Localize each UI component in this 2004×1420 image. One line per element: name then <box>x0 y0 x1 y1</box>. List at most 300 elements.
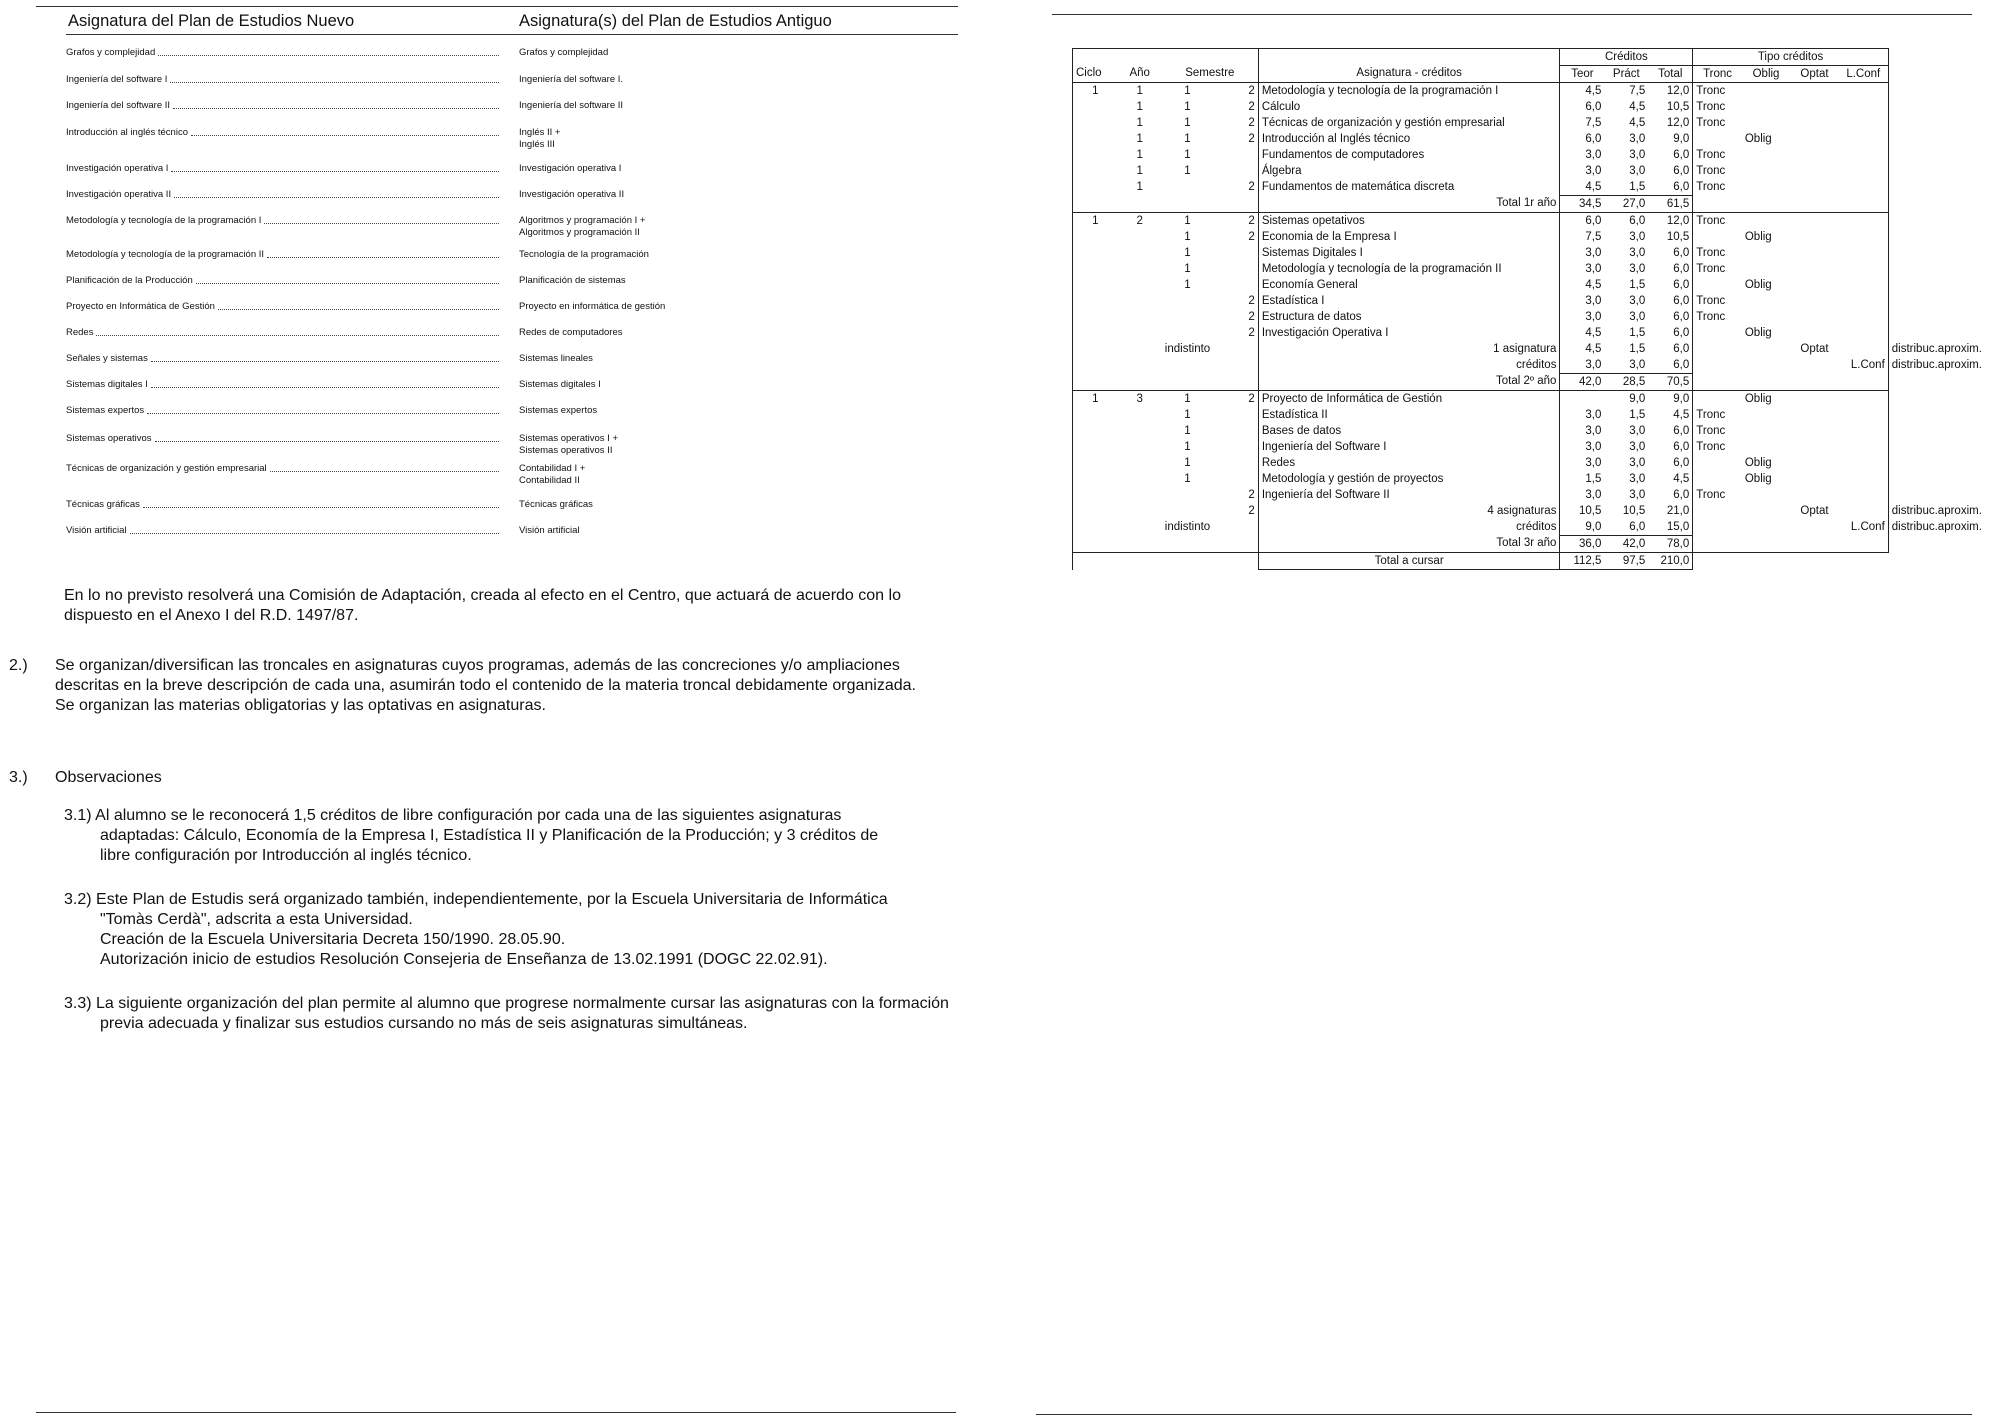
cell-extra <box>1888 471 2003 487</box>
paragraph-3-1 <box>64 806 890 866</box>
cell-empty <box>1742 553 1790 570</box>
cell-oblig <box>1742 487 1790 503</box>
cell-semestre-1: 1 <box>1184 164 1191 177</box>
cell-tronc: Tronc <box>1696 246 1726 259</box>
head-empty <box>1213 49 1258 66</box>
cell-asignatura: Estadística I <box>1258 293 1560 309</box>
new-subject <box>66 249 501 261</box>
cell-teor <box>1560 391 1604 408</box>
cell-lconf <box>1839 407 1889 423</box>
cell-lconf <box>1839 245 1889 261</box>
cell-tronc: Tronc <box>1696 488 1726 501</box>
cell-semestre-1 <box>1162 503 1213 519</box>
new-subject <box>66 275 501 287</box>
cell-semestre-2 <box>1213 277 1258 293</box>
cell-optat <box>1790 179 1839 196</box>
cell-oblig <box>1742 115 1790 131</box>
paragraph-2 <box>9 656 935 716</box>
plan-table <box>1072 48 2004 570</box>
cell-asignatura: créditos <box>1258 357 1560 374</box>
cell-semestre-2 <box>1213 357 1258 374</box>
new-subject <box>66 433 501 445</box>
cell-oblig <box>1742 147 1790 163</box>
leader-dots <box>174 189 499 198</box>
plan-row <box>1073 391 2004 408</box>
plan-row <box>1073 115 2004 131</box>
subtotal-label: Total 3r año <box>1258 536 1560 553</box>
cell-tronc: Tronc <box>1696 294 1726 307</box>
cell-total: 6,0 <box>1648 487 1693 503</box>
paragraph-3-2 <box>64 890 910 970</box>
subtotal-label: Total 1r año <box>1258 196 1560 213</box>
cell-teor: 3,0 <box>1585 424 1602 437</box>
cell-tronc <box>1693 503 1742 519</box>
leader-dots <box>151 353 499 362</box>
cell-ciclo <box>1073 487 1118 503</box>
cell-pract: 3,0 <box>1629 148 1646 161</box>
cell-empty <box>1888 553 2003 570</box>
cell-optat <box>1790 519 1839 536</box>
cell-total: 6,0 <box>1648 293 1693 309</box>
cell-total: 6,0 <box>1648 261 1693 277</box>
leader-dots <box>155 433 499 442</box>
cell-asignatura: Economía General <box>1258 277 1560 293</box>
old-subject-name: Ingeniería del software I. <box>519 74 624 85</box>
cell-pract: 3,0 <box>1629 246 1646 259</box>
cell-pract: 3,0 <box>1629 262 1646 275</box>
cell-empty <box>1162 536 1213 553</box>
cell-semestre-2: 2 <box>1248 310 1255 323</box>
leader-dots <box>151 379 499 388</box>
plan-row <box>1073 229 2004 245</box>
subtotal-label: Total 2º año <box>1258 374 1560 391</box>
head-ano: Año <box>1118 66 1162 83</box>
subtotal-teor: 42,0 <box>1560 374 1604 391</box>
head-empty <box>1073 49 1118 66</box>
cell-optat: Optat <box>1800 342 1829 355</box>
cell-ano <box>1118 309 1162 325</box>
cell-asignatura: Ingeniería del Software I <box>1258 439 1560 455</box>
cell-total: 6,0 <box>1648 357 1693 374</box>
cell-tronc <box>1693 455 1742 471</box>
cell-lconf <box>1839 261 1889 277</box>
cell-semestre-1: 1 <box>1162 391 1213 408</box>
cell-total: 6,0 <box>1648 455 1693 471</box>
cell-lconf <box>1839 391 1889 408</box>
cell-ciclo <box>1073 179 1118 196</box>
cell-ano <box>1118 341 1162 357</box>
cell-optat <box>1790 229 1839 245</box>
cell-empty <box>1162 553 1213 570</box>
cell-empty <box>1693 196 1742 213</box>
cell-semestre-2 <box>1213 245 1258 261</box>
cell-ano <box>1118 503 1162 519</box>
subtotal-total: 61,5 <box>1648 196 1693 213</box>
cell-semestre-1 <box>1162 309 1213 325</box>
cell-teor: 6,0 <box>1585 100 1602 113</box>
header-rule <box>66 34 958 35</box>
cell-semestre-1: 1 <box>1184 262 1191 275</box>
cell-empty <box>1888 536 2003 553</box>
cell-ano <box>1118 471 1162 487</box>
cell-extra <box>1888 147 2003 163</box>
cell-asignatura: Redes <box>1258 455 1560 471</box>
old-subject-name: Visión artificial <box>519 525 580 536</box>
cell-tronc <box>1693 471 1742 487</box>
cell-lconf <box>1839 423 1889 439</box>
new-subject-name: Grafos y complejidad <box>66 47 156 58</box>
cell-extra: distribuc.aproxim. <box>1891 358 1982 371</box>
cell-empty <box>1742 374 1790 391</box>
plan-row <box>1073 341 2004 357</box>
cell-optat <box>1790 439 1839 455</box>
cell-empty <box>1790 553 1839 570</box>
cell-tronc: Tronc <box>1696 164 1726 177</box>
cell-semestre-2: 2 <box>1248 504 1255 517</box>
cell-optat <box>1790 115 1839 131</box>
paragraph-2-text: Se organizan/diversifican las troncales en asignaturas cuyos programas, además de las concreciones y/o ampliaciones descritas en la breve descripción de cada una, asumirán todo el contenido de la materia troncal debidamente organizada. <box>55 657 916 694</box>
old-subjects <box>519 249 649 261</box>
head-empty <box>1162 49 1213 66</box>
paragraph-3-1-number: 3.1) <box>64 807 92 824</box>
cell-extra <box>1888 131 2003 147</box>
plan-header-row-1 <box>1073 49 2004 66</box>
new-subject <box>66 127 501 139</box>
cell-optat <box>1790 163 1839 179</box>
leader-dots <box>191 127 499 136</box>
right-top-rule <box>1052 14 1972 15</box>
cell-ciclo <box>1073 115 1118 131</box>
cell-optat <box>1790 99 1839 115</box>
cell-extra <box>1888 115 2003 131</box>
cell-semestre-2 <box>1213 163 1258 179</box>
cell-semestre-1 <box>1162 487 1213 503</box>
cell-total: 6,0 <box>1648 439 1693 455</box>
cell-empty <box>1790 196 1839 213</box>
cell-semestre-1: 1 <box>1184 148 1191 161</box>
cell-ano: 1 <box>1136 100 1143 113</box>
head-tipo-creditos: Tipo créditos <box>1693 49 1889 66</box>
new-subject <box>66 525 501 537</box>
subtotal-total: 78,0 <box>1648 536 1693 553</box>
cell-empty <box>1162 196 1213 213</box>
cell-total: 12,0 <box>1648 115 1693 131</box>
cell-total: 21,0 <box>1648 503 1693 519</box>
paragraph-3-1-text: Al alumno se le reconocerá 1,5 créditos de libre configuración por cada una de las siguientes asignaturas adaptadas: Cálculo, Economía de la Empresa I, Estadística II y Planificación de la Producción; y 3 créditos de libre configuración por Introducción al inglés técnico. <box>95 807 879 864</box>
cell-empty <box>1213 536 1258 553</box>
leader-dots <box>158 47 499 56</box>
cell-oblig <box>1742 423 1790 439</box>
old-subject-name: Algoritmos y programación II <box>519 227 640 238</box>
cell-oblig <box>1742 179 1790 196</box>
top-rule <box>36 6 958 7</box>
cell-ano <box>1118 423 1162 439</box>
cell-pract: 6,0 <box>1604 213 1648 230</box>
old-subjects <box>519 163 621 175</box>
cell-pract: 9,0 <box>1604 391 1648 408</box>
cell-optat <box>1790 471 1839 487</box>
cell-tronc <box>1693 325 1742 341</box>
cell-ciclo: 1 <box>1073 213 1118 230</box>
cell-tronc: Tronc <box>1693 213 1742 230</box>
cell-tronc <box>1693 229 1742 245</box>
cell-pract: 1,5 <box>1629 278 1646 291</box>
cell-oblig: Oblig <box>1742 391 1790 408</box>
cell-semestre-1: indistinto <box>1164 520 1211 533</box>
cell-oblig: Oblig <box>1744 230 1772 243</box>
cell-ciclo <box>1073 261 1118 277</box>
old-subject-name: Sistemas operativos II <box>519 445 613 456</box>
cell-teor: 6,0 <box>1585 132 1602 145</box>
cell-ciclo <box>1073 423 1118 439</box>
head-empty <box>1888 49 2003 66</box>
cell-extra <box>1888 293 2003 309</box>
cell-empty <box>1118 553 1162 570</box>
cell-semestre-1: 1 <box>1162 213 1213 230</box>
cell-lconf <box>1839 147 1889 163</box>
subtotal-teor: 34,5 <box>1560 196 1604 213</box>
paragraph-3-2-text-b: Creación de la Escuela Universitaria Decreta 150/1990. 28.05.90. <box>100 931 566 948</box>
cell-asignatura: Sistemas Digitales I <box>1258 245 1560 261</box>
leader-dots <box>196 275 499 284</box>
cell-oblig <box>1742 341 1790 357</box>
cell-oblig <box>1742 309 1790 325</box>
cell-tronc: Tronc <box>1696 84 1726 97</box>
cell-empty <box>1118 536 1162 553</box>
plan-subtotal-row <box>1073 536 2004 553</box>
cell-optat <box>1790 391 1839 408</box>
cell-empty <box>1118 196 1162 213</box>
cell-ciclo: 1 <box>1073 83 1118 100</box>
cell-optat <box>1790 455 1839 471</box>
cell-oblig <box>1742 407 1790 423</box>
cell-oblig <box>1742 293 1790 309</box>
old-subjects <box>519 215 645 239</box>
cell-total: 6,0 <box>1648 245 1693 261</box>
plan-row <box>1073 131 2004 147</box>
leader-dots <box>264 215 499 224</box>
cell-teor: 3,0 <box>1585 262 1602 275</box>
cell-pract: 1,5 <box>1629 180 1646 193</box>
paragraph-3-3-number: 3.3) <box>64 995 92 1012</box>
cell-lconf <box>1839 293 1889 309</box>
cell-oblig <box>1742 163 1790 179</box>
new-subject <box>66 189 501 201</box>
cell-ciclo <box>1073 325 1118 341</box>
cell-asignatura: Estadística II <box>1258 407 1560 423</box>
cell-teor: 1,5 <box>1585 472 1602 485</box>
cell-semestre-2 <box>1213 439 1258 455</box>
cell-oblig <box>1742 357 1790 374</box>
cell-optat <box>1790 487 1839 503</box>
subtotal-pract: 42,0 <box>1604 536 1648 553</box>
cell-lconf <box>1839 309 1889 325</box>
cell-ano <box>1118 357 1162 374</box>
cell-lconf <box>1839 213 1889 230</box>
leader-dots <box>218 301 499 310</box>
cell-semestre-2: 2 <box>1213 391 1258 408</box>
cell-oblig: Oblig <box>1744 456 1772 469</box>
cell-lconf <box>1839 131 1889 147</box>
cell-pract: 4,5 <box>1629 116 1646 129</box>
old-subject-name: Ingeniería del software II <box>519 100 624 111</box>
cell-lconf <box>1839 83 1889 100</box>
new-subject <box>66 379 501 391</box>
cell-ano <box>1118 439 1162 455</box>
new-subject-name: Visión artificial <box>66 525 127 536</box>
grand-total-label: Total a cursar <box>1258 553 1560 570</box>
bottom-rule <box>36 1412 956 1413</box>
new-subject <box>66 301 501 313</box>
cell-empty <box>1888 196 2003 213</box>
old-subjects <box>519 433 618 457</box>
cell-optat <box>1790 245 1839 261</box>
cell-teor: 4,5 <box>1585 326 1602 339</box>
plan-row <box>1073 163 2004 179</box>
cell-tronc: Tronc <box>1696 408 1726 421</box>
new-subject-name: Señales y sistemas <box>66 353 148 364</box>
cell-total: 10,5 <box>1648 229 1693 245</box>
cell-semestre-2 <box>1213 471 1258 487</box>
plan-row <box>1073 83 2004 100</box>
cell-empty <box>1790 374 1839 391</box>
cell-ciclo <box>1073 407 1118 423</box>
cell-asignatura: Fundamentos de computadores <box>1258 147 1560 163</box>
cell-tronc: Tronc <box>1696 100 1726 113</box>
cell-ciclo <box>1073 309 1118 325</box>
old-subject-name: Investigación operativa II <box>519 189 625 200</box>
new-subject <box>66 463 501 475</box>
old-subject-name: Contabilidad II <box>519 475 580 486</box>
cell-total: 6,0 <box>1648 277 1693 293</box>
cell-optat: Optat <box>1800 504 1829 517</box>
cell-empty <box>1839 196 1889 213</box>
cell-semestre-1: 1 <box>1184 116 1191 129</box>
plan-header-row-2 <box>1073 66 2004 83</box>
paragraph-3-2-text-a: Este Plan de Estudis será organizado también, independientemente, por la Escuela Universitaria de Informática "Tomàs Cerdà", adscrita a esta Universidad. <box>96 891 888 928</box>
cell-ano <box>1118 519 1162 536</box>
cell-extra <box>1888 439 2003 455</box>
old-subject-name: Sistemas digitales I <box>519 379 601 390</box>
cell-ano <box>1118 455 1162 471</box>
cell-semestre-1: 1 <box>1184 424 1191 437</box>
old-subject-name: Investigación operativa I <box>519 163 622 174</box>
cell-oblig: Oblig <box>1744 326 1772 339</box>
head-optat: Optat <box>1790 66 1839 83</box>
new-subject-name: Técnicas gráficas <box>66 499 140 510</box>
cell-oblig <box>1742 83 1790 100</box>
cell-empty <box>1790 536 1839 553</box>
paragraph-3-2-text-c: Autorización inicio de estudios Resolución Consejeria de Enseñanza de 13.02.1991 (DOGC 22.02.91). <box>100 951 828 968</box>
cell-tronc: Tronc <box>1696 262 1726 275</box>
cell-teor: 4,5 <box>1585 342 1602 355</box>
cell-semestre-1: 1 <box>1184 440 1191 453</box>
cell-teor: 3,0 <box>1585 246 1602 259</box>
old-subjects <box>519 525 580 537</box>
plan-row <box>1073 357 2004 374</box>
old-subjects <box>519 301 665 313</box>
old-subject-name: Tecnología de la programación <box>519 249 649 260</box>
new-subject-name: Investigación operativa I <box>66 163 169 174</box>
cell-oblig <box>1742 213 1790 230</box>
cell-total: 6,0 <box>1648 341 1693 357</box>
cell-pract: 3,0 <box>1629 358 1646 371</box>
cell-ano <box>1118 325 1162 341</box>
head-pract: Práct <box>1604 66 1648 83</box>
old-subject-name: Planificación de sistemas <box>519 275 626 286</box>
cell-lconf: L.Conf <box>1839 357 1889 374</box>
cell-pract: 3,0 <box>1629 440 1646 453</box>
cell-total: 6,0 <box>1648 179 1693 196</box>
new-subject-name: Sistemas expertos <box>66 405 145 416</box>
cell-lconf <box>1839 325 1889 341</box>
cell-asignatura: Estructura de datos <box>1258 309 1560 325</box>
cell-tronc: Tronc <box>1696 440 1726 453</box>
cell-ciclo <box>1073 357 1118 374</box>
cell-teor: 3,0 <box>1585 488 1602 501</box>
cell-lconf <box>1839 341 1889 357</box>
paragraph-3-title: Observaciones <box>55 769 162 786</box>
cell-extra <box>1888 487 2003 503</box>
cell-semestre-2: 2 <box>1248 84 1255 97</box>
cell-tronc <box>1693 277 1742 293</box>
cell-pract: 3,0 <box>1629 132 1646 145</box>
cell-empty <box>1073 374 1118 391</box>
old-subject-name: Sistemas operativos I + <box>519 433 619 444</box>
old-subject-name: Inglés III <box>519 139 555 150</box>
head-empty <box>1888 66 2003 83</box>
new-subject <box>66 100 501 112</box>
cell-pract: 4,5 <box>1629 100 1646 113</box>
cell-tronc <box>1693 391 1742 408</box>
cell-ciclo <box>1073 519 1118 536</box>
cell-asignatura: Investigación Operativa I <box>1258 325 1560 341</box>
cell-teor: 3,0 <box>1585 408 1602 421</box>
cell-asignatura: créditos <box>1258 519 1560 536</box>
leader-dots <box>267 249 499 258</box>
new-subject <box>66 47 501 59</box>
cell-asignatura: Fundamentos de matemática discreta <box>1258 179 1560 196</box>
new-subject <box>66 405 501 417</box>
study-plan-table <box>1072 48 2004 570</box>
cell-semestre-1: 1 <box>1184 100 1191 113</box>
cell-empty <box>1213 553 1258 570</box>
paragraph-3-3 <box>64 994 970 1034</box>
cell-ano <box>1118 229 1162 245</box>
subtotal-pract: 27,0 <box>1604 196 1648 213</box>
paragraph-3-2-number: 3.2) <box>64 891 92 908</box>
cell-asignatura: Técnicas de organización y gestión empresarial <box>1258 115 1560 131</box>
head-asignatura: Asignatura - créditos <box>1258 66 1560 83</box>
cell-empty <box>1693 374 1742 391</box>
subtotal-pract: 28,5 <box>1604 374 1648 391</box>
old-subjects <box>519 463 585 487</box>
new-subject-name: Investigación operativa II <box>66 189 172 200</box>
old-subject-name: Redes de computadores <box>519 327 623 338</box>
old-subjects <box>519 405 597 417</box>
paragraph-3-number: 3.) <box>9 769 28 786</box>
new-subject <box>66 353 501 365</box>
cell-empty <box>1118 374 1162 391</box>
cell-oblig: Oblig <box>1744 278 1772 291</box>
leader-dots <box>143 499 499 508</box>
cell-pract: 3,0 <box>1629 424 1646 437</box>
cell-asignatura: Introducción al Inglés técnico <box>1258 131 1560 147</box>
leader-dots <box>130 525 499 534</box>
cell-semestre-1 <box>1162 357 1213 374</box>
cell-asignatura: Cálculo <box>1258 99 1560 115</box>
cell-extra <box>1888 163 2003 179</box>
